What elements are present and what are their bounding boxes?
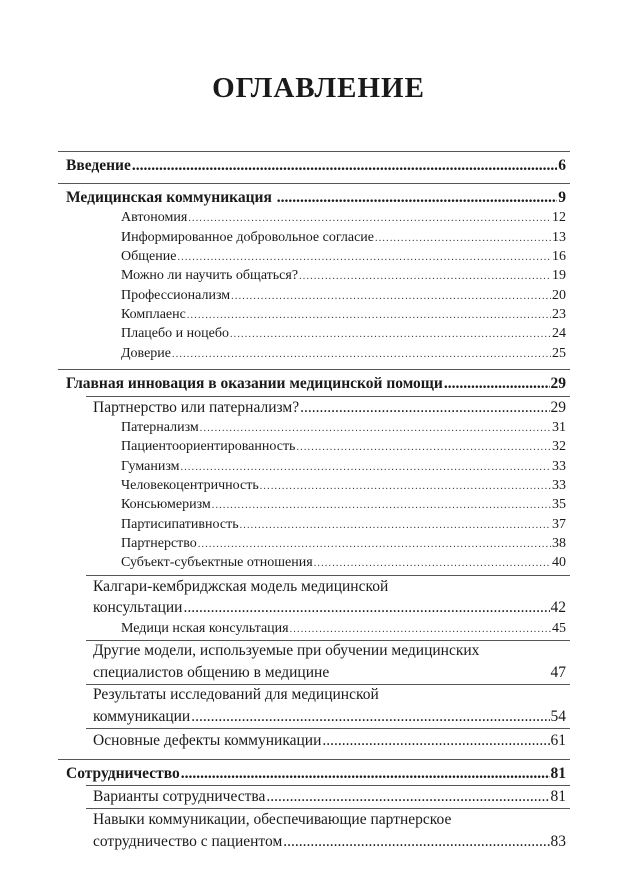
- toc-entry-innovation[interactable]: [66, 375, 566, 393]
- toc-entry-skills-line1[interactable]: Навыки коммуникации, обеспечивающие партнерское: [93, 811, 452, 828]
- toc-entry-label: Плацебо и ноцебо: [121, 326, 229, 341]
- toc-entry-calgary-line1[interactable]: Калгари-кембриджская модель медицинской: [93, 578, 389, 595]
- toc-page-number: 32: [552, 439, 566, 454]
- toc-entry-label: Можно ли научить общаться?: [121, 268, 299, 283]
- toc-page-number: 20: [552, 288, 566, 303]
- toc-entry-research-line1[interactable]: Результаты исследований для медицинской: [93, 686, 379, 703]
- toc-entry-label: Партнерство: [121, 536, 197, 551]
- toc-entry-label: Гуманизм: [121, 459, 180, 474]
- toc-page-number: 6: [558, 157, 566, 174]
- subsection-divider: [86, 575, 570, 576]
- dot-leader: [191, 708, 549, 726]
- dot-leader: [181, 462, 551, 473]
- toc-entry-defects[interactable]: [93, 732, 566, 750]
- toc-entry-label: Консьюмеризм: [121, 497, 211, 512]
- subsection-divider: [86, 808, 570, 809]
- toc-page-number: 37: [552, 517, 566, 532]
- toc-subentry[interactable]: [121, 478, 566, 494]
- dot-leader: [444, 375, 550, 393]
- toc-entry-label: Варианты сотрудничества: [93, 788, 266, 805]
- toc-page-number: 24: [552, 326, 566, 341]
- toc-entry-label: Общение: [121, 249, 177, 264]
- toc-entry-label: Субъект-субъектные отношения: [121, 555, 313, 570]
- section-divider: [58, 369, 570, 370]
- dot-leader: [230, 329, 551, 340]
- subsection-divider: [86, 785, 570, 786]
- dot-leader: [375, 233, 551, 244]
- toc-entry-label: Пациентоориентированность: [121, 439, 296, 454]
- dot-leader: [296, 442, 551, 453]
- toc-entry-intro[interactable]: [66, 157, 566, 175]
- toc-page-number: 61: [550, 732, 566, 749]
- toc-subentry[interactable]: [121, 497, 566, 513]
- toc-entry-label: коммуникации: [93, 708, 191, 725]
- dot-leader: [240, 520, 551, 531]
- toc-subentry[interactable]: [121, 288, 566, 304]
- toc-entry-label: специалистов общению в медицине: [93, 664, 330, 681]
- toc-page-number: 81: [550, 765, 566, 782]
- toc-subentry[interactable]: [121, 517, 566, 533]
- dot-leader: [177, 252, 551, 263]
- toc-entry-label: Основные дефекты коммуникации: [93, 732, 322, 749]
- dot-leader: [260, 481, 551, 492]
- toc-entry-label: Введение: [66, 157, 131, 174]
- subsection-divider: [86, 728, 570, 729]
- toc-subentry[interactable]: [121, 621, 566, 637]
- toc-subentry[interactable]: [121, 230, 566, 246]
- toc-entry-label: Человекоцентричность: [121, 478, 259, 493]
- toc-subentry[interactable]: [121, 439, 566, 455]
- dot-leader: [290, 624, 551, 635]
- toc-page-number: 16: [552, 249, 566, 264]
- toc-page-number: 33: [552, 478, 566, 493]
- toc-entry-calgary[interactable]: [93, 599, 566, 617]
- subsection-divider: [86, 684, 570, 685]
- toc-subentry[interactable]: [121, 420, 566, 436]
- toc-entry-coop-variants[interactable]: [93, 788, 566, 806]
- toc-entry-research[interactable]: [93, 708, 566, 726]
- section-divider: [58, 759, 570, 760]
- toc-entry-label: Медици нская консультация: [121, 621, 289, 636]
- dot-leader: [172, 349, 551, 360]
- toc-entry-skills[interactable]: [93, 833, 566, 851]
- dot-leader: [266, 788, 549, 806]
- toc-entry-cooperation[interactable]: [66, 765, 566, 783]
- toc-subentry[interactable]: [121, 346, 566, 362]
- toc-page-number: 13: [552, 230, 566, 245]
- dot-leader: [132, 157, 557, 175]
- toc-subentry[interactable]: [121, 326, 566, 342]
- toc-entry-label: Медицинская коммуникация: [66, 189, 276, 206]
- toc-entry-label: Комплаенс: [121, 307, 186, 322]
- toc-page-number: 47: [550, 664, 566, 681]
- dot-leader: [200, 423, 551, 434]
- dot-leader: [187, 310, 551, 321]
- toc-page-number: 9: [558, 189, 566, 206]
- toc-page-number: 40: [552, 555, 566, 570]
- page-title: ОГЛАВЛЕНИЕ: [212, 72, 425, 104]
- toc-subentry[interactable]: [121, 536, 566, 552]
- toc-entry-label: Профессионализм: [121, 288, 231, 303]
- toc-page-number: 23: [552, 307, 566, 322]
- toc-entry-partnership[interactable]: [93, 399, 566, 417]
- toc-subentry[interactable]: [121, 307, 566, 323]
- toc-page-number: 42: [550, 599, 566, 616]
- toc-page-number: 33: [552, 459, 566, 474]
- toc-page-number: 54: [550, 708, 566, 725]
- dot-leader: [299, 271, 551, 282]
- toc-page-number: 29: [550, 399, 566, 416]
- toc-subentry[interactable]: [121, 210, 566, 226]
- toc-subentry[interactable]: [121, 249, 566, 265]
- toc-entry-other-models[interactable]: [93, 664, 566, 682]
- subsection-divider: [86, 640, 570, 641]
- toc-entry-label: Сотрудничество: [66, 765, 180, 782]
- toc-entry-label: Патернализм: [121, 420, 199, 435]
- toc-page-number: 29: [550, 375, 566, 392]
- toc-entry-label: Информированное добровольное согласие: [121, 230, 375, 245]
- toc-subentry[interactable]: [121, 268, 566, 284]
- toc-entry-other-models-line1[interactable]: Другие модели, используемые при обучении медицинских: [93, 642, 480, 659]
- toc-entry-label: консультации: [93, 599, 183, 616]
- section-divider: [58, 183, 570, 184]
- toc-page-number: 25: [552, 346, 566, 361]
- toc-entry-label: Партнерство или патернализм?: [93, 399, 300, 416]
- dot-leader: [183, 599, 549, 617]
- toc-page-number: 12: [552, 210, 566, 225]
- dot-leader: [322, 732, 549, 750]
- toc-entry-med-comm[interactable]: [66, 189, 566, 207]
- dot-leader: [181, 765, 550, 783]
- dot-leader: [188, 213, 551, 224]
- dot-leader: [283, 833, 549, 851]
- toc-subentry[interactable]: [121, 555, 566, 571]
- toc-page-number: 38: [552, 536, 566, 551]
- toc-subentry[interactable]: [121, 459, 566, 475]
- subsection-divider: [86, 396, 570, 397]
- dot-leader: [300, 399, 549, 417]
- section-divider: [58, 151, 570, 152]
- dot-leader: [198, 539, 551, 550]
- toc-page-number: 35: [552, 497, 566, 512]
- toc-page-number: 19: [552, 268, 566, 283]
- toc-entry-label: Автономия: [121, 210, 188, 225]
- dot-leader: [231, 291, 551, 302]
- toc-entry-label: Доверие: [121, 346, 171, 361]
- toc-page-number: 31: [552, 420, 566, 435]
- toc-page-number: 81: [550, 788, 566, 805]
- toc-entry-label: Партисипативность: [121, 517, 239, 532]
- toc-page-number: 45: [552, 621, 566, 636]
- dot-leader: [277, 189, 558, 207]
- dot-leader: [314, 558, 551, 569]
- toc-entry-label: Главная инновация в оказании медицинской помощи: [66, 375, 443, 392]
- toc-page-number: 83: [550, 833, 566, 850]
- dot-leader: [212, 500, 551, 511]
- toc-entry-label: сотрудничество с пациентом: [93, 833, 283, 850]
